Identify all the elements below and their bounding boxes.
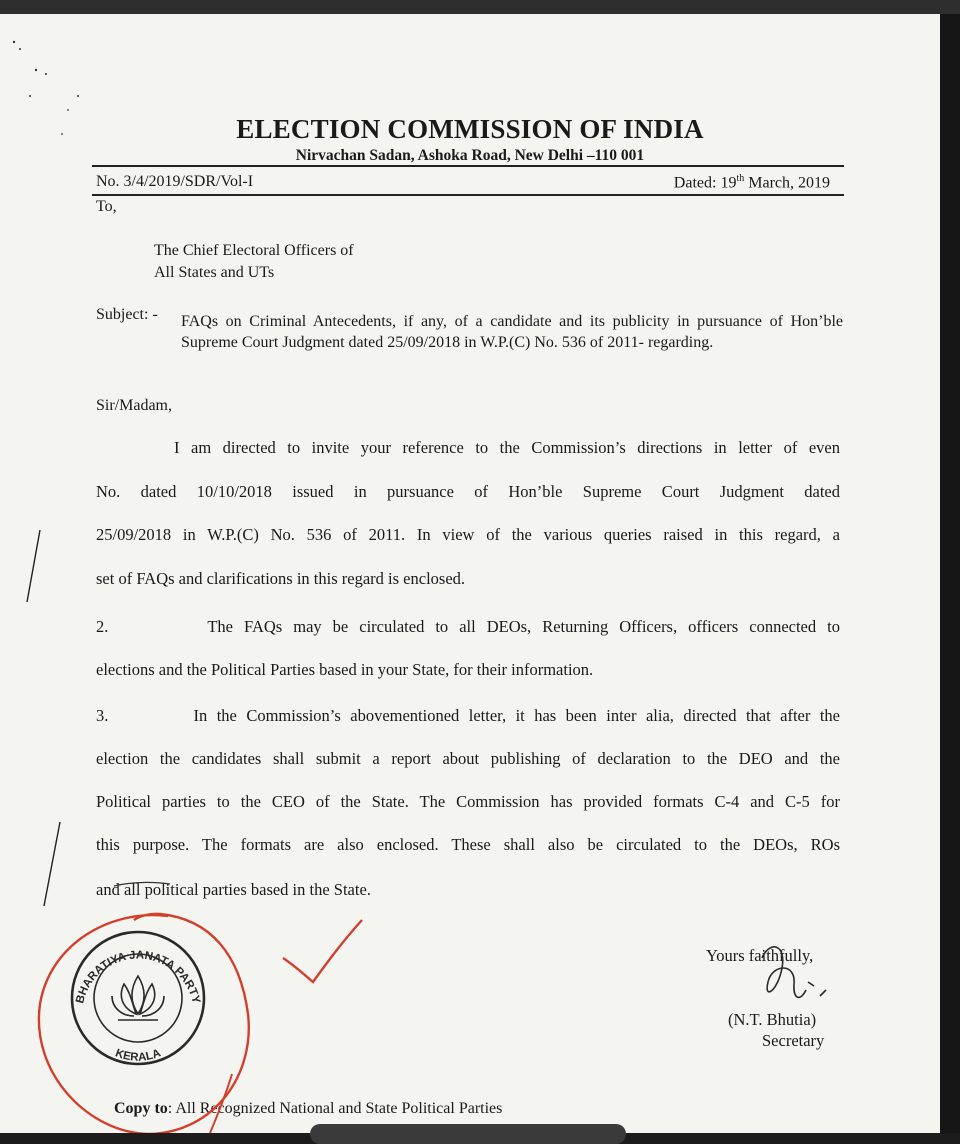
stamp-bottom-text: KERALA [113,1047,163,1064]
salutation: Sir/Madam, [96,397,172,414]
body-line: this purpose. The formats are also enclosed. These shall also be circulated to the DEOs, ROs [96,835,840,854]
body-line: 25/09/2018 in W.P.(C) No. 536 of 2011. In view of the various queries raised in this regard, a [96,525,840,544]
body-line: elections and the Political Parties based in your State, for their information. [96,660,594,679]
copy-to-text: : All Recognized National and State Political Parties [167,1100,503,1117]
body-line: election the candidates shall submit a report about publishing of declaration to the DEO and the [96,749,840,768]
recipient-line-2: All States and UTs [154,264,275,281]
signatory-designation: Secretary [762,1031,825,1050]
copy-to-label: Copy to [114,1100,168,1117]
body-line: 3. In the Commission’s abovementioned letter, it has been inter alia, directed that after the [96,706,840,725]
date-sup: th [736,173,745,184]
red-check-annotation [283,920,362,982]
right-scroll-edge [940,14,960,1133]
subject-text: FAQs on Criminal Antecedents, if any, of a candidate and its publicity in pursuance of Hon’ble Supreme Court Judgment dated 25/09/2018 in W.P.(C) No. 536 of 2011- regarding. [181,313,843,351]
date-suffix: March, 2019 [744,174,830,192]
margin-pen-stroke [27,530,40,602]
recipient-to: To, [96,198,117,215]
date-prefix: Dated: 19 [673,174,737,192]
margin-pen-stroke [44,822,60,906]
bottom-toolbar-pill[interactable] [310,1124,626,1144]
signatory-name: (N.T. Bhutia) [728,1010,817,1029]
subject-label: Subject: - [96,306,158,323]
signature-mark [762,947,826,998]
red-slash-annotation [210,1074,232,1133]
red-circle-annotation [39,914,249,1133]
letterhead-title: ELECTION COMMISSION OF INDIA [236,114,704,144]
recipient-line-1: The Chief Electoral Officers of [154,242,354,259]
strike-mark [114,882,170,886]
body-line: Political parties to the CEO of the State. The Commission has provided formats C-4 and C-5 for [96,792,840,811]
bjp-kerala-stamp [72,932,204,1064]
scan-specks [13,41,79,135]
letterhead-address: Nirvachan Sadan, Ashoka Road, New Delhi –110 001 [295,147,645,164]
window-top-bar [0,0,960,14]
closing-yours: Yours faithfully, [706,946,814,965]
body-line: 2. The FAQs may be circulated to all DEOs, Returning Officers, officers connected to [96,617,840,636]
document-page [0,14,940,1133]
lotus-icon [112,976,164,1020]
body-line: No. dated 10/10/2018 issued in pursuance of Hon’ble Supreme Court Judgment dated [96,482,840,501]
body-line: I am directed to invite your reference to the Commission’s directions in letter of even [174,438,840,457]
stamp-top-text: BHARATIYA JANATA PARTY [74,949,202,1005]
annotation-overlay [0,14,940,1133]
reference-number: No. 3/4/2019/SDR/Vol-I [96,173,254,190]
body-line: set of FAQs and clarifications in this regard is enclosed. [96,569,466,588]
body-line: and all political parties based in the State. [96,880,371,899]
